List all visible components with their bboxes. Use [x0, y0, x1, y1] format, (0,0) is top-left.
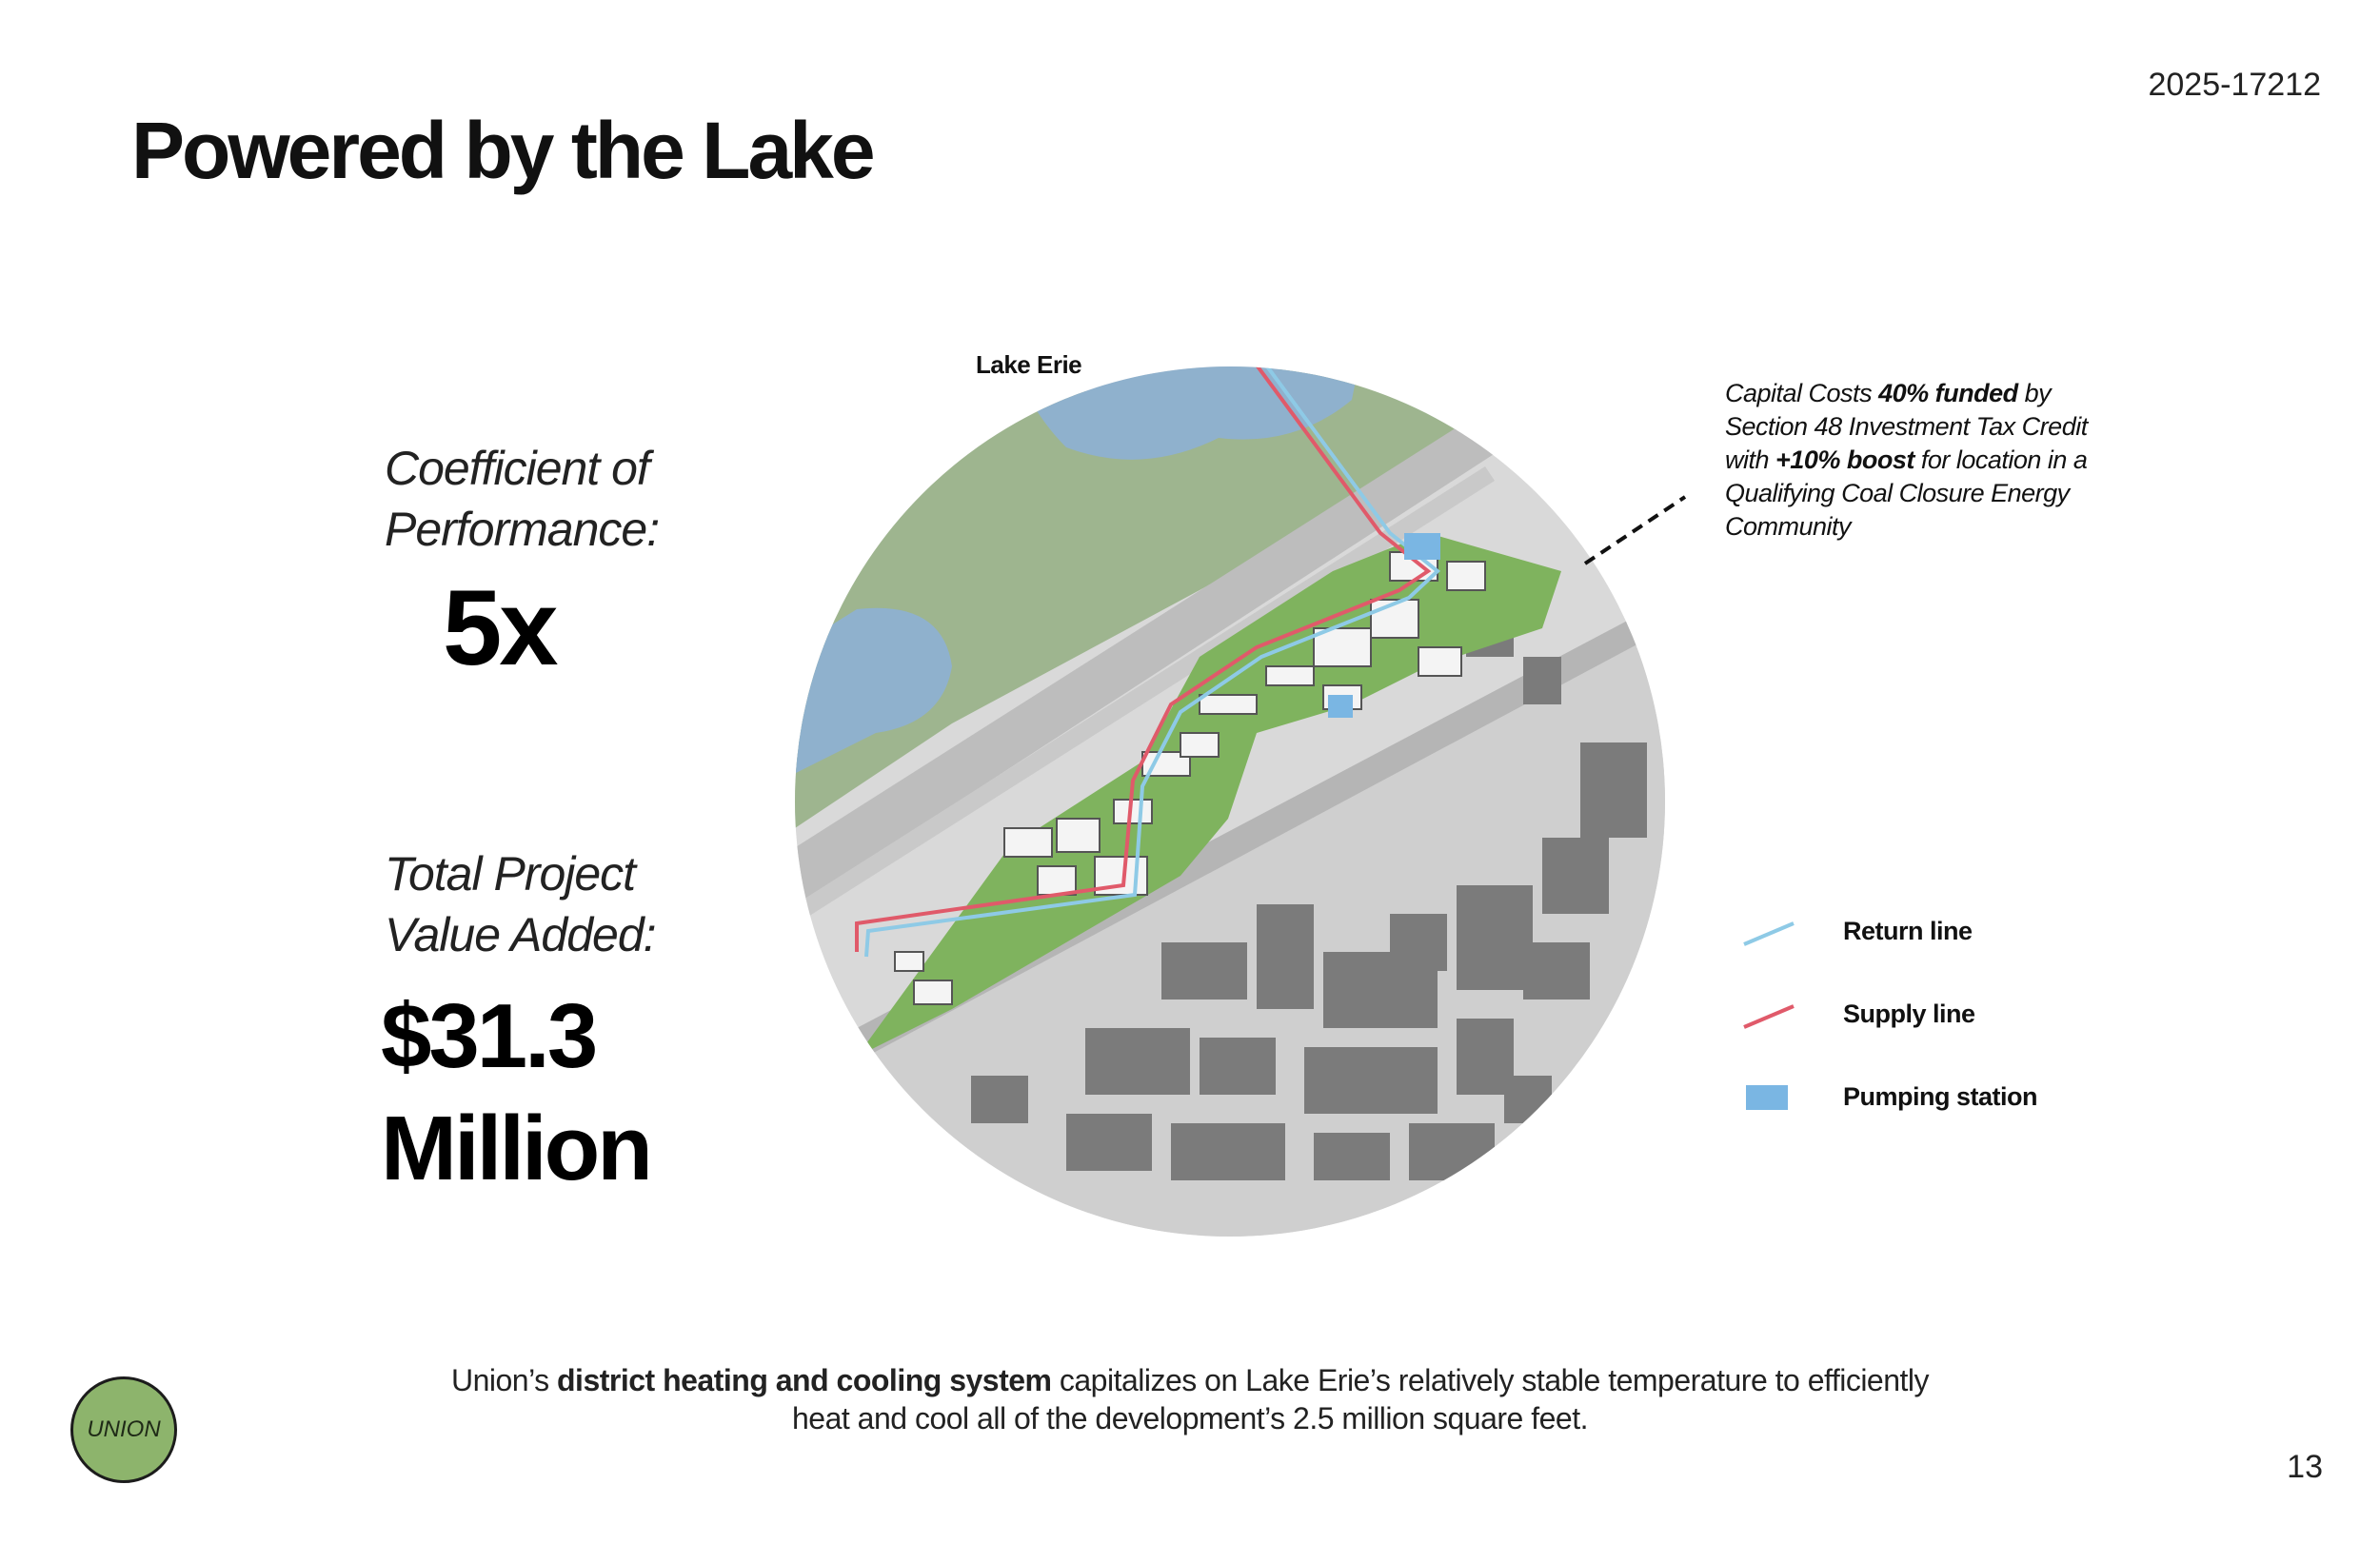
metric-value: 5x	[443, 568, 556, 687]
supply-line-swatch	[1742, 995, 1799, 1033]
return-line-swatch	[1742, 912, 1799, 950]
page-title: Powered by the Lake	[131, 106, 873, 195]
metric-value: $31.3 Million	[381, 985, 650, 1199]
legend-item-supply-line	[1742, 995, 2142, 1033]
metric-label-line-2: Value Added:	[385, 908, 656, 961]
legend-item-pumping-station	[1742, 1078, 2142, 1116]
document-id: 2025-17212	[2148, 67, 2321, 103]
caption-line-2: heat and cool all of the development’s 2.5 million square feet.	[791, 1401, 1588, 1435]
pumping-station	[1404, 533, 1440, 560]
pumping-station-swatch	[1742, 1078, 1799, 1116]
metric-label-line-2: Performance:	[385, 503, 660, 556]
caption-line-1: Union’s district heating and cooling system capitalizes on Lake Erie’s relatively stable temperature to efficiently	[450, 1363, 1930, 1397]
legend-label: Return line	[1843, 917, 1973, 945]
legend-item-return-line	[1742, 912, 2142, 950]
metric-label-line-1: Coefficient of	[385, 442, 649, 495]
caption	[0, 1361, 2380, 1437]
metric-label-line-1: Total Project	[385, 847, 636, 901]
aerial-map-image	[781, 352, 1685, 1257]
pumping-station	[1328, 695, 1353, 718]
legend-label: Supply line	[1843, 1000, 1975, 1028]
map-label-lake-erie: Lake Erie	[976, 350, 1082, 379]
page-number: 13	[2287, 1449, 2323, 1485]
callout-leader-line	[1585, 497, 1685, 564]
union-logo: UNION	[70, 1376, 177, 1483]
legend-label: Pumping station	[1843, 1082, 2037, 1111]
callout-capital-costs: Capital Costs 40% funded by Section 48 Investment Tax Credit with +10% boost for location in a Qualifying Coal Closure Energy Community	[1725, 379, 2088, 541]
